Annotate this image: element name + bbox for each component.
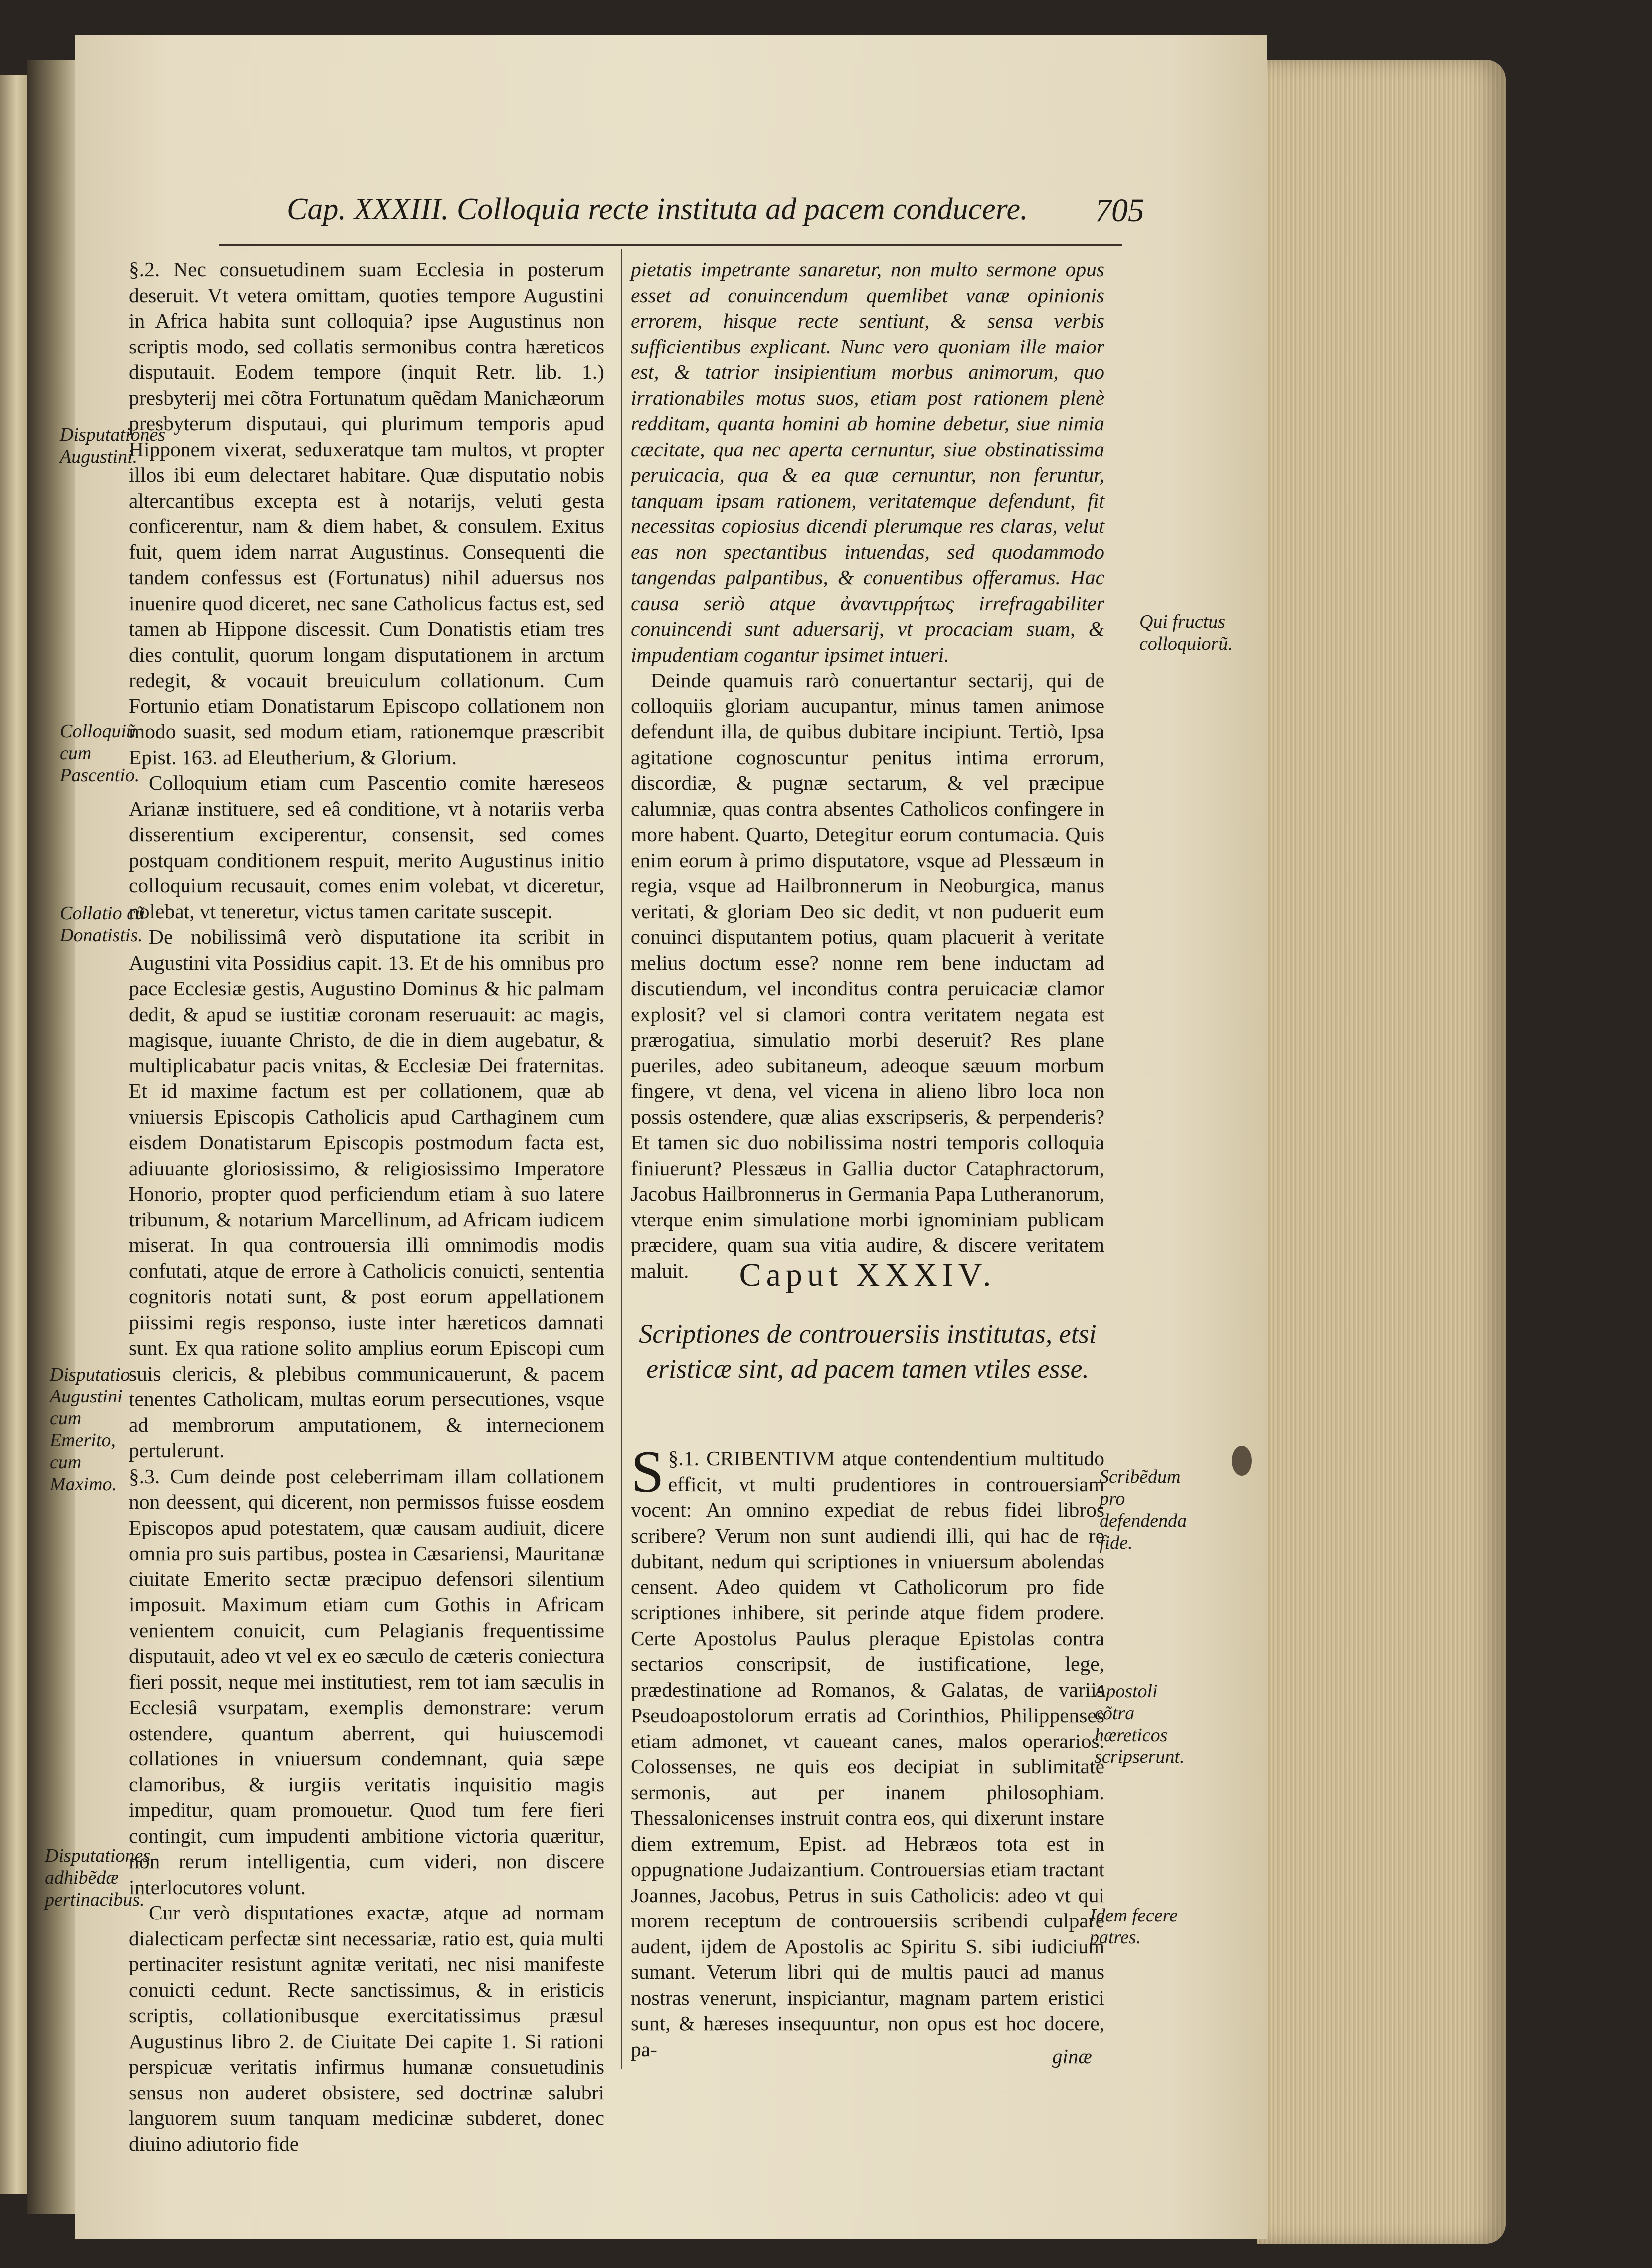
margin-note: Disputationes adhibẽdæ pertinacibus. <box>45 1845 151 1910</box>
margin-note: Disputationes Augustini. <box>60 424 166 467</box>
chapter-title: Caput XXXIV. <box>739 1257 996 1293</box>
margin-note: Colloquiũ cum Pascentio. <box>60 721 140 786</box>
page-block-edges <box>1257 60 1506 2244</box>
margin-note: Qui fructus colloquiorũ. <box>1139 611 1233 654</box>
margin-note: Scribẽdum pro defendenda fide. <box>1100 1466 1187 1553</box>
margin-note: Apostoli cõtra hæreticos scripserunt. <box>1095 1681 1185 1767</box>
running-header <box>287 192 1144 247</box>
column-rule <box>621 249 622 2069</box>
paragraph: §.2. Nec consuetudinem suam Ecclesia in posterum deseruit. Vt vetera omittam, quoties tempore Augustini in Africa habita sunt colloquia? ipse Augustinus non scriptis modo, sed collatis sermonibus contra hæreticos disputauit. Eodem tempore (inquit Retr. lib. 1.) presbyterij mei cõtra Fortunatum quẽdam Manichæorum presbyterum disputaui, qui plurimum temporis apud Hipponem vixerat, seduxeratque tam multos, vt propter illos ibi eum delectaret habitare. Quæ disputatio nobis altercantibus excepta est à notarijs, veluti gesta conficerentur, nam & diem habet, & consulem. Exitus fuit, quem idem narrat Augustinus. Consequenti die tandem confessus est (Fortunatus) nihil aduersus nos inuenire quod diceret, nec sane Catholicus factus est, sed tamen ab Hippone discessit. Cum Donatistis etiam tres dies contulit, quorum longam disputationem in arctum redegit, & vocauit breuiculum collationum. Cum Fortunio etiam Donatistarum Episcopo collationem non modo suasit, sed modum etiam, rationemque præscribit Epist. 163. ad Eleutherium, & Glorium. <box>129 258 604 769</box>
section-1 <box>631 1438 1104 2062</box>
ink-stain <box>1232 1446 1252 1476</box>
section-label: §.1. <box>668 1447 699 1470</box>
paragraph: Cur verò disputationes exactæ, atque ad normam dialecticam perfectæ sint necessariæ, ratio est, quia multi pertinaciter resistunt agnitæ veritati, nec nisi manifeste conuicti cedunt. Recte sanctissimus, & in eristicis scriptis, collationibusque exercitatissimus præsul Augustinus libro 2. de Ciuitate Dei capite 1. Si rationi perspicuæ veritatis infirmus humanæ consuetudinis sensus non auderet obsistere, sed doctrinæ salubri languorem suum tanquam medicinæ subderet, donec diuino adiutorio fide <box>129 1901 604 2155</box>
section-text: CRIBENTIVM atque contendentium multitudo efficit, vt multi prudentiores in controuersiam vocent: An omnino expediat de rebus fidei libros scribere? Verum non sunt audiendi illi, qui hac de re dubitant, nedum qui scriptiones in vniuersum abolendas censent. Adeo quidem vt Catholicorum pro fide scriptiones inhibere, sit perinde atque fidem prodere. Certe Apostolus Paulus pleraque Epistolas contra sectarios conscripsit, de iustificatione, lege, prædestinatione ad Romanos, & Galatas, de variis Pseudoapostolorum erratis ad Corinthios, Philippenses etiam admonet, vt caueant canes, malos operarios. Colossenses, ne quis eos decipiat in sublimitate sermonis, aut per inanem philosophiam. Thessalonicenses instruit contra eos, qui dixerunt instare diem extremum, Epist. ad Hebræos tota est in oppugnatione Judaizantium. Controuersias etiam tractant Joannes, Jacobus, Petrus in suis Catholicis: adeo vt qui morem receptum de controuersiis scribendi culpare audent, ijdem de Apostolis ac Spiritu S. sibi iudicium sumant. Veterum libri qui de multis pauci ad manus nostras venerunt, inspiciantur, magnam partem eristici sunt, & hæreses insequuntur, non opus est hoc docere, pa- <box>631 1447 1104 2061</box>
paragraph: Colloquium etiam cum Pascentio comite hæreseos Arianæ instituere, sed eâ conditione, vt à notariis verba disserentium exciperentur, consensit, sed comes postquam conditionem respuit, merito Augustinus initio colloquium recusauit, comes enim volebat, vt diceretur, nolebat, vt teneretur, victus tamen caritate suscepit. <box>129 771 604 923</box>
paragraph: De nobilissimâ verò disputatione ita scribit in Augustini vita Possidius capit. 13. Et de his omnibus pro pace Ecclesiæ gestis, Augustino Dominus & hic palmam dedit, & apud se iustitiæ coronam reseruauit: ac magis, magisque, iuuante Christo, de die in diem augebatur, & multiplicabatur pacis vnitas, & Ecclesiæ Dei fraternitas. Et id maxime factum est per collationem, quæ ab vniuersis Episcopis Catholicis apud Carthaginem cum eisdem Donatistarum Episcopis postmodum facta est, adiuuante gloriosissimo, & religiosissimo Imperatore Honorio, propter quod perficiendum etiam à suo latere tribunum, & notarium Marcellinum, ad Africam iudicem miserat. In qua controuersia illi omnimodis modis confutati, atque de errore à Catholicis conuicti, sententia cognitoris notati sunt, & post eorum appellationem piissimi regis responso, iuste inter hæreticos damnati sunt. Ex qua ratione solito amplius eorum Episcopi cum suis clericis, & plebibus communicauerunt, & pacem tenentes Catholicam, multas eorum persecutiones, vsque ad membrorum amputationem, & internecionem pertulerunt. <box>129 925 604 1462</box>
header-rule <box>219 244 1122 246</box>
paragraph: pietatis impetrante sanaretur, non multo sermone opus esset ad conuincendum quemlibet vanæ opinionis errorem, hisque recte sentiunt, & sensa verbis sufficientibus explicant. Nunc vero quoniam ille maior est, & tatrior insipientium morbus animorum, quo irrationabiles motus suos, etiam post rationem plenè redditam, quanta homini ab homine debetur, siue nimia cæcitate, qua nec aperta cernuntur, siue obstinatissima peruicacia, qua & ea quæ cernuntur, non feruntur, tanquam ipsam rationem, veritatemque defendunt, fit necessitas copiosius dicendi plerumque res claras, velut eas non spectantibus intuendas, sed quodammodo tangendas palpantibus, & conuentibus offeramus. Hac causa seriò atque ἀναντιρρήτως irrefragabiliter conuincendi sunt aduersarij, vt procaciam suam, & impudentiam cogantur ipsimet intueri. <box>631 258 1104 666</box>
catchword: ginæ <box>1052 2045 1092 2068</box>
paragraph: §.3. Cum deinde post celeberrimam illam collationem non deessent, qui dicerent, non permissos fuisse eosdem Episcopos apud potestatem, quæ causam audiuit, dicere omnia pro suis partibus, postea in Cæsariensi, Mauritanæ ciuitate Emerito sectæ præcipuo defensori silentium imposuit. Maximum etiam cum Gothis in Africam venientem conuicit, cum Pelagianis frequentissime disputauit, adeo vt vel ex eo sæculo de cæteris coniectura fieri possit, neque mei institutiest, rem tot iam sæculis in Ecclesiâ vsurpatam, exemplis demonstrare: verum ostendere, quantum aberrent, qui huiuscemodi collationes in vniuersum condemnant, quia sæpe clamoribus, & iurgiis veritatis inquisitio magis impeditur, quam promouetur. Quod tum fere fieri contingit, cum impudenti ambitione victoria quæritur, non rerum intelligentia, cum videri, non discere interlocutores volunt. <box>129 1464 604 1899</box>
chapter-subtitle: Scriptiones de controuersiis institutas, etsi eristicæ sint, ad pacem tamen vtiles esse. <box>639 1319 1097 1384</box>
chapter-heading: Cap. XXXIII. Colloquia recte instituta ad pacem conducere. <box>287 192 1028 226</box>
left-column <box>129 257 604 2157</box>
margin-note: Idem fecere patres. <box>1090 1905 1178 1948</box>
facing-page-edge <box>0 75 29 2194</box>
folio-number: 705 <box>1095 192 1144 229</box>
margin-note: Collatio cũ Donatistis. <box>60 903 145 946</box>
margin-note: Disputatio Augustini cum Emerito, cum Maximo. <box>50 1364 130 1495</box>
right-column <box>631 257 1104 1284</box>
drop-capital: S <box>631 1438 664 1505</box>
paragraph: Deinde quamuis rarò conuertantur sectarij, qui de colloquiis gloriam aucupantur, minus tamen animose defendunt illa, de quibus dubitare incipiunt. Tertiò, Ipsa agitatione cognoscuntur penitus intima errorum, discordiæ, & pugnæ sectarum, & vel præcipue calumniæ, quas contra absentes Catholicos confingere in more habent. Quarto, Detegitur eorum contumacia. Quis enim eorum à primo disputatore, vsque ad Plessæum in regia, vsque ad Hailbronnerum in Neoburgica, manus veritati, & gloriam Deo sic dedit, vt non puduerit eum conuinci disputantem potius, quam placuerit à veritate melius doctum esse? nonne rem bene inductam ad discutiendum, vel inconditus contra peruicaciæ clamor explosit? vel si clamori contra veritatem negata est prærogatiua, simulatio morbi deseruit? Res plane pueriles, adeo subitaneum, adeoque sæuum morbum fingere, vt dena, vel vicena in alieno libro loca non possis ostendere, quæ alias exscripseris, & perpenderis? Et tamen sic duo nobilissima nostri temporis colloquia finiuerunt? Plessæus in Gallia ductor Cataphractorum, Jacobus Hailbronnerus in Germania Papa Lutheranorum, vterque enim simulatione morbi ignominiam publicam præcidere, quam sua vitia audire, & discere veritatem maluit. <box>631 669 1104 1282</box>
